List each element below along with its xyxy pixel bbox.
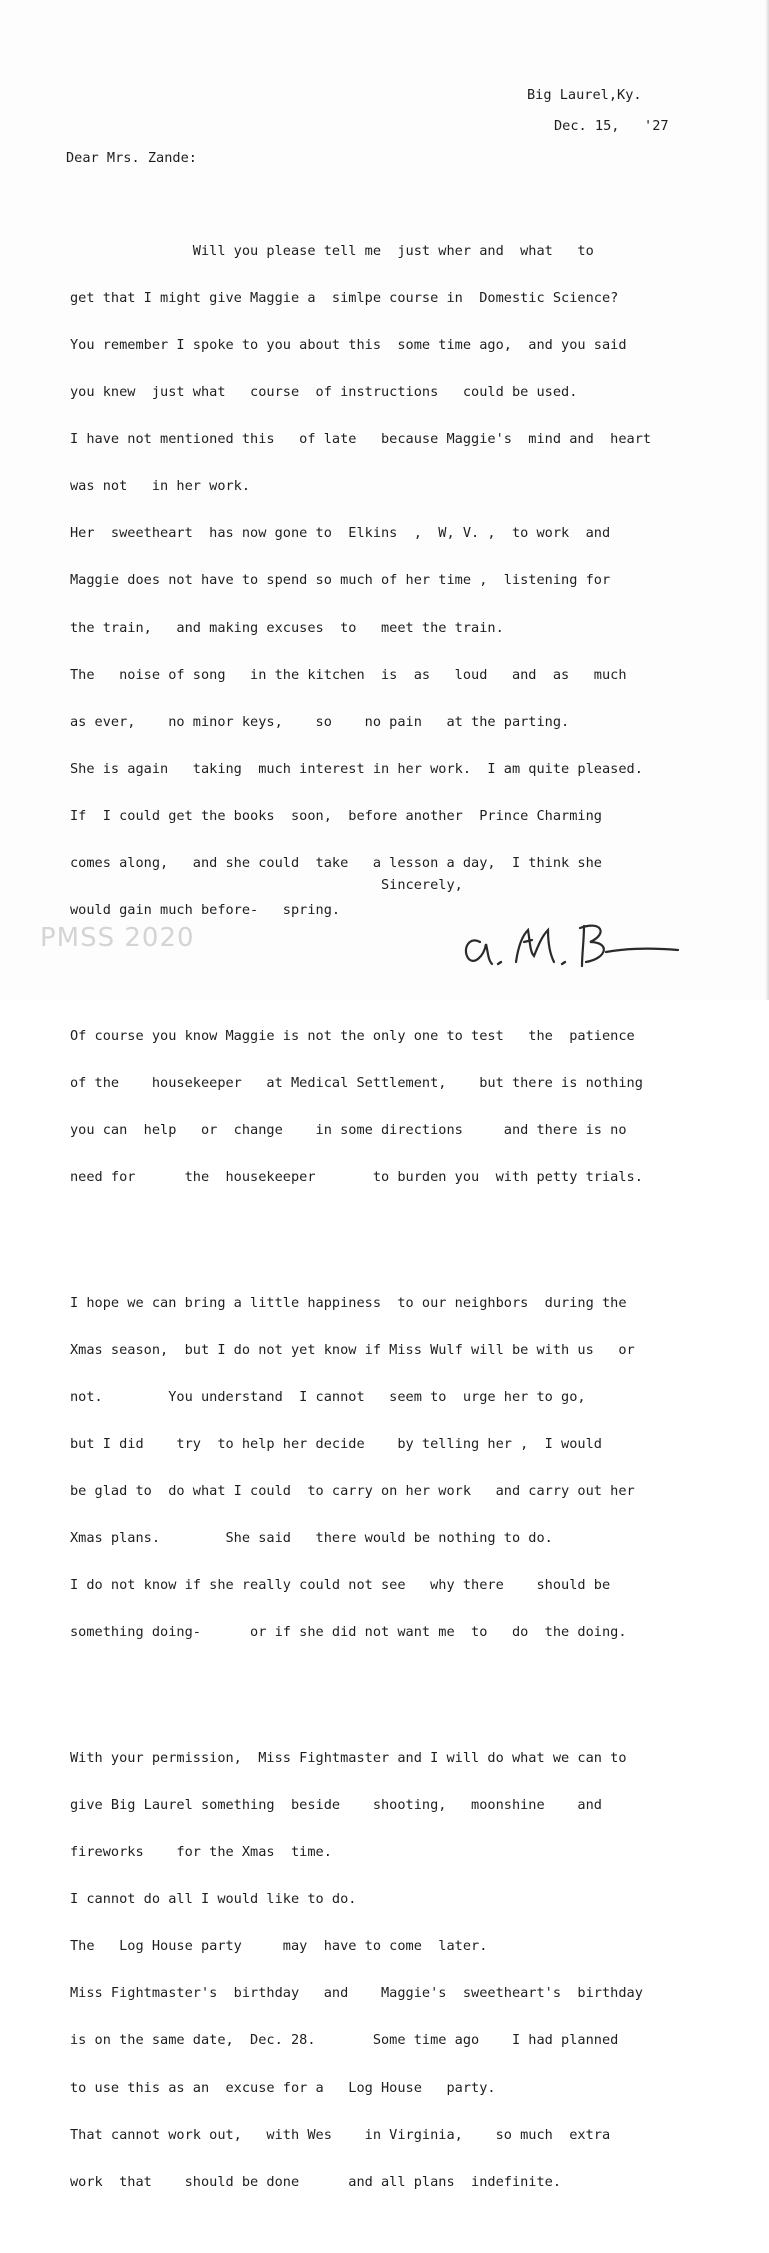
body-line: was not in her work. <box>70 478 251 495</box>
body-line: of the housekeeper at Medical Settlement, but there is nothing <box>70 1074 643 1091</box>
paragraph-4 <box>70 1719 651 2221</box>
archive-watermark: PMSS 2020 <box>40 923 195 953</box>
body-line: That cannot work out, with Wes in Virginia, so much extra <box>70 2126 611 2143</box>
body-line: give Big Laurel something beside shooting, moonshine and <box>70 1796 602 1813</box>
body-line: Miss Fightmaster's birthday and Maggie's sweetheart's birthday <box>70 1985 643 2002</box>
paragraph-2 <box>70 997 651 1217</box>
letter-place: Big Laurel,Ky. <box>527 87 642 103</box>
body-line: The Log House party may have to come later. <box>70 1938 488 1955</box>
body-line: With your permission, Miss Fightmaster and I will do what we can to <box>70 1749 627 1766</box>
body-line: fireworks for the Xmas time. <box>70 1844 332 1861</box>
body-line: Her sweetheart has now gone to Elkins , W, V. , to work and <box>70 525 611 542</box>
body-line: not. You understand I cannot seem to urge her to go, <box>70 1388 586 1405</box>
letter-closing: Sincerely, <box>381 877 463 893</box>
body-line: The noise of song in the kitchen is as loud and as much <box>70 666 627 683</box>
paragraph-1 <box>70 212 651 950</box>
body-line: Of course you know Maggie is not the only one to test the patience <box>70 1027 635 1044</box>
paragraph-3 <box>70 1264 651 1672</box>
body-line: something doing- or if she did not want me to do the doing. <box>70 1624 627 1641</box>
body-line: I hope we can bring a little happiness to our neighbors during the <box>70 1294 627 1311</box>
body-line: would gain much before- spring. <box>70 902 341 919</box>
body-line: the train, and making excuses to meet the train. <box>70 619 504 636</box>
handwritten-signature <box>458 912 683 974</box>
letter-body <box>70 181 651 2253</box>
body-line: be glad to do what I could to carry on her work and carry out her <box>70 1482 635 1499</box>
letter-date: Dec. 15, '27 <box>554 118 669 134</box>
body-line: Xmas season, but I do not yet know if Miss Wulf will be with us or <box>70 1341 635 1358</box>
body-line: work that should be done and all plans indefinite. <box>70 2173 562 2190</box>
body-line: She is again taking much interest in her work. I am quite pleased. <box>70 760 643 777</box>
page-edge-shadow <box>765 0 769 1000</box>
body-line: get that I might give Maggie a simlpe course in Domestic Science? <box>70 289 619 306</box>
body-line: I cannot do all I would like to do. <box>70 1891 357 1908</box>
body-line: Will you please tell me just wher and what to <box>70 242 594 259</box>
body-line: If I could get the books soon, before another Prince Charming <box>70 807 602 824</box>
letter-salutation: Dear Mrs. Zande: <box>66 150 197 166</box>
body-line: need for the housekeeper to burden you with petty trials. <box>70 1169 643 1185</box>
body-line: is on the same date, Dec. 28. Some time ago I had planned <box>70 2032 619 2049</box>
body-line: to use this as an excuse for a Log House party. <box>70 2079 496 2096</box>
body-line: I have not mentioned this of late because Maggie's mind and heart <box>70 431 652 448</box>
body-line: You remember I spoke to you about this some time ago, and you said <box>70 337 627 353</box>
body-line: I do not know if she really could not see why there should be <box>70 1577 611 1594</box>
body-line: Maggie does not have to spend so much of her time , listening for <box>70 572 611 589</box>
body-line: you knew just what course of instructions could be used. <box>70 384 578 401</box>
body-line: you can help or change in some directions and there is no <box>70 1121 627 1138</box>
body-line: but I did try to help her decide by telling her , I would <box>70 1435 602 1452</box>
body-line: comes along, and she could take a lesson a day, I think she <box>70 855 602 872</box>
body-line: Xmas plans. She said there would be nothing to do. <box>70 1530 553 1547</box>
body-line: as ever, no minor keys, so no pain at the parting. <box>70 713 570 730</box>
